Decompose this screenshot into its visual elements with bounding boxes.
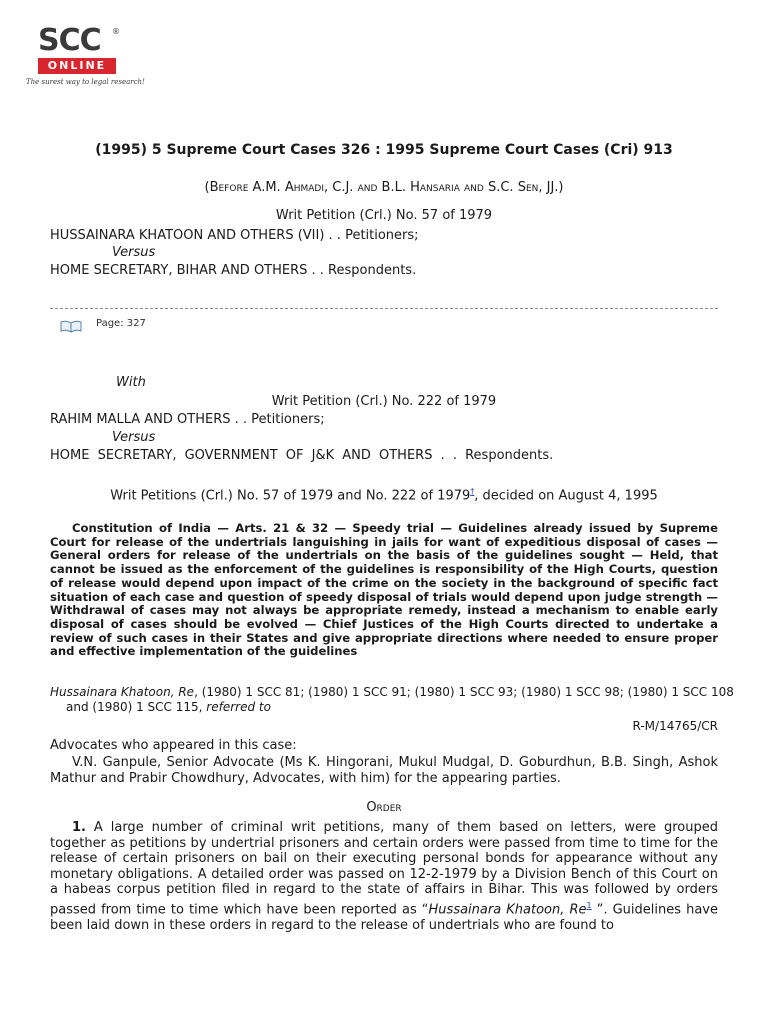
respondents-1: HOME SECRETARY, BIHAR AND OTHERS . . Respondents.	[50, 263, 417, 278]
logo-online-badge: ONLINE	[38, 58, 116, 74]
reference-referred: referred to	[206, 700, 271, 714]
petition-2-number: Writ Petition (Crl.) No. 222 of 1979	[271, 394, 497, 409]
logo-brand: SCC	[38, 23, 101, 58]
bench-judge-sen: Sen	[517, 180, 539, 195]
reference-case-name: Hussainara Khatoon, Re	[50, 685, 195, 699]
bench-and-2: and	[464, 180, 484, 195]
versus-2: Versus	[112, 430, 156, 445]
bench-initials-3: S.C.	[483, 180, 518, 195]
references	[50, 685, 734, 715]
petitioners-2: RAHIM MALLA AND OTHERS . . Petitioners;	[50, 412, 325, 427]
bench-close: , JJ.)	[538, 180, 564, 195]
with-label: With	[116, 375, 146, 390]
respondents-2-text: HOME SECRETARY, GOVERNMENT OF J&K AND OTHERS . . Respondents.	[50, 448, 554, 463]
order-title: Order	[366, 800, 402, 815]
bench-initials-2: B.L.	[377, 180, 411, 195]
advocates-heading: Advocates who appeared in this case:	[50, 738, 297, 753]
reference-citations: , (1980) 1 SCC 81; (1980) 1 SCC 91; (1980) 1 SCC 93; (1980) 1 SCC 98; (1980) 1 SCC 108 and (1980) 1 SCC 115,	[66, 685, 734, 714]
paragraph-text-b: ”. Guidelines have been laid down in these orders in regard to the release of undertrials who are found to	[50, 902, 718, 933]
respondents-2	[50, 448, 592, 464]
paragraph-footnote-link[interactable]: 1	[586, 900, 592, 910]
headnote: Constitution of India — Arts. 21 & 32 — Speedy trial — Guidelines already issued by Supreme Court for release of the undertrials languishing in jails for want of expeditious disposal of cases — General orders for release of the undertrials on the basis of the guidelines sought — Held, that cannot be issued as the enforcement of the guidelines is responsibility of the High Courts, question of release would depend upon impact of the crime on the society in the background of specific fact situation of each case and question of speedy disposal of trials would depend upon judge strength — Withdrawal of cases may not always be appropriate remedy, instead a mechanism to enable early disposal of cases should be evolved — Chief Justices of the High Courts directed to undertake a review of such cases in their States and give appropriate directions where needed to ensure proper and effective implementation of the guidelines	[50, 521, 718, 659]
bench-judge-hansaria: Hansaria	[410, 180, 460, 195]
bench-judge-ahmadi: Ahmadi	[284, 180, 324, 195]
petitioners-1: HUSSAINARA KHATOON AND OTHERS (VII) . . Petitioners;	[50, 228, 419, 243]
logo-registered-mark: ®	[112, 27, 120, 36]
order-paragraph-1	[50, 820, 718, 933]
decided-line	[84, 484, 684, 503]
versus-1: Versus	[112, 245, 156, 260]
page-separator	[50, 308, 718, 309]
scc-online-logo	[26, 23, 146, 92]
page-number-label: Page: 327	[96, 318, 146, 329]
case-citation: (1995) 5 Supreme Court Cases 326 : 1995 Supreme Court Cases (Cri) 913	[95, 142, 673, 158]
bench-and-1: and	[357, 180, 378, 195]
rm-code: R-M/14765/CR	[632, 719, 718, 733]
decided-date: , decided on August 4, 1995	[474, 488, 658, 504]
bench-cj: , C.J.	[323, 180, 358, 195]
paragraph-text-a: A large number of criminal writ petitions, many of them based on letters, were grouped together as petitions by undertrial prisoners and certain orders were passed from time to time for the release of certain prisoners on bail on their executing personal bonds for appearance without any monetary obligations. A detailed order was passed on 12-2-1979 by a Division Bench of this Court on a habeas corpus petition filed in regard to the state of affairs in Bihar. This was followed by orders passed from time to time which have been reported as “	[50, 820, 718, 918]
bench-before: Before	[209, 180, 249, 195]
bench-line	[0, 180, 768, 195]
bench-initials-1: A.M.	[248, 180, 285, 195]
decided-footnote-link[interactable]: †	[470, 487, 475, 496]
advocates-text: V.N. Ganpule, Senior Advocate (Ms K. Hingorani, Mukul Mudgal, D. Goburdhun, B.B. Singh, Ashok Mathur and Prabir Chowdhury, Advocates, with him) for the appearing parties.	[50, 755, 718, 786]
petition-1-number: Writ Petition (Crl.) No. 57 of 1979	[275, 208, 493, 223]
decided-text: Writ Petitions (Crl.) No. 57 of 1979 and No. 222 of 1979	[110, 488, 471, 504]
bench-open: (	[204, 180, 210, 195]
paragraph-case-ref: Hussainara Khatoon, Re	[428, 902, 587, 918]
logo-tagline: The surest way to legal research!	[26, 78, 145, 86]
book-icon	[60, 318, 82, 332]
paragraph-number: 1.	[72, 820, 86, 835]
